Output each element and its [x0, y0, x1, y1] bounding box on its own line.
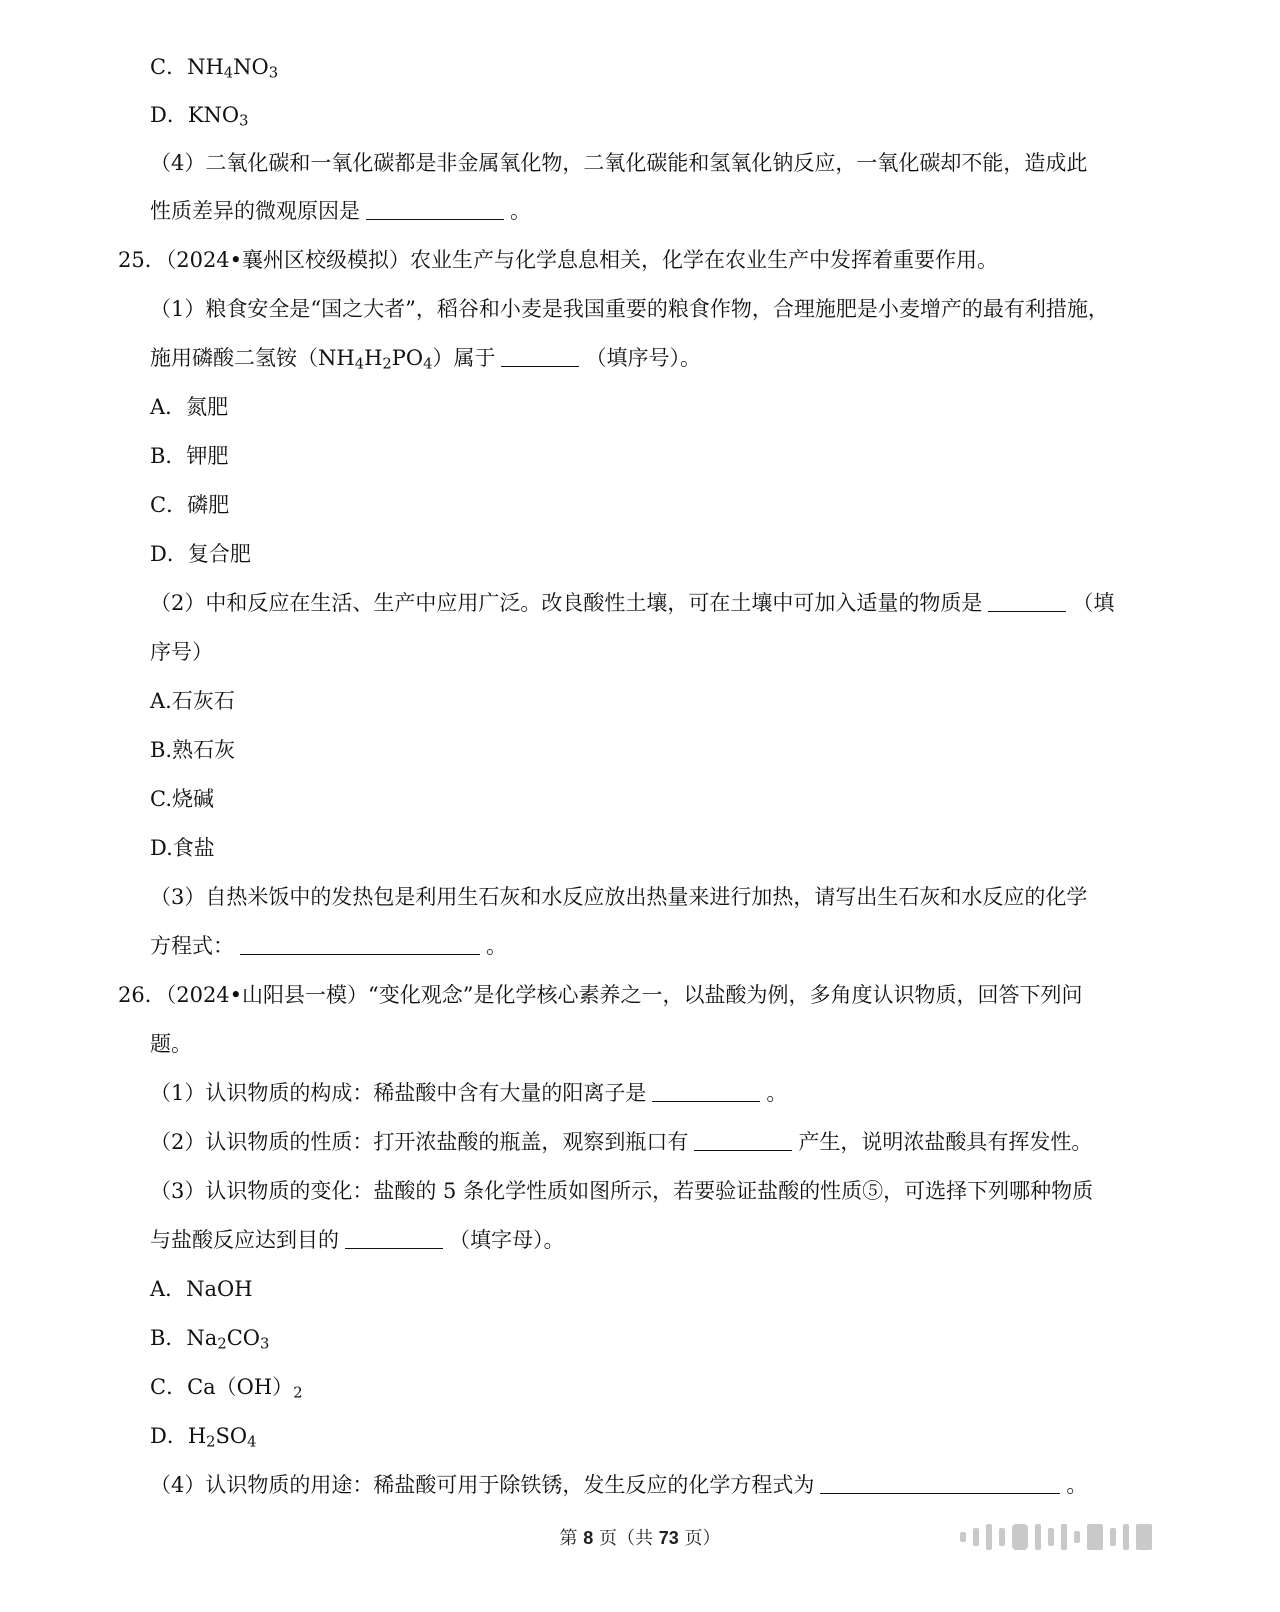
option-line: B．$Na_2CO_3$: [150, 1326, 270, 1353]
option-line: B．钾肥: [150, 444, 229, 468]
option-line: D．$H_2SO_4$: [150, 1424, 257, 1451]
question-text: 方程式： 。: [150, 934, 507, 958]
question-text: 性质差异的微观原因是 。: [150, 199, 531, 223]
watermark-bars-icon: [960, 1520, 1220, 1554]
answer-blank[interactable]: [240, 934, 480, 955]
option-line: D.食盐: [150, 836, 215, 860]
question-text: 题。: [150, 1032, 192, 1056]
option-line: C．$NH_4NO_3$: [150, 55, 279, 82]
question-text: （3）认识物质的变化：盐酸的 5 条化学性质如图所示，若要验证盐酸的性质⑤，可选择下列哪种物质: [150, 1179, 1094, 1203]
page-footer: 第 8 页（共 73 页）: [559, 1528, 721, 1549]
option-line: D．$KNO_3$: [150, 103, 249, 130]
answer-blank[interactable]: [988, 591, 1066, 612]
answer-blank[interactable]: [820, 1473, 1060, 1494]
question-text: 施用磷酸二氢铵$(NH_4H_2PO_4)$属于 （填序号）。: [150, 346, 701, 373]
question-heading: 26．（2024•山阳县一模）“变化观念”是化学核心素养之一，以盐酸为例，多角度认识物质，回答下列问: [118, 983, 1083, 1007]
answer-blank[interactable]: [366, 199, 504, 220]
question-text: （4）认识物质的用途：稀盐酸可用于除铁锈，发生反应的化学方程式为 。: [150, 1473, 1088, 1497]
question-text: 与盐酸反应达到目的 （填字母）。: [150, 1228, 565, 1252]
option-line: A．NaOH: [150, 1277, 253, 1301]
answer-blank[interactable]: [345, 1228, 443, 1249]
answer-blank[interactable]: [652, 1081, 760, 1102]
option-line: B.熟石灰: [150, 738, 236, 762]
option-line: A．氮肥: [150, 395, 229, 419]
question-text: （1）认识物质的构成：稀盐酸中含有大量的阳离子是 。: [150, 1081, 788, 1105]
option-line: A.石灰石: [150, 689, 235, 713]
question-heading: 25．（2024•襄州区校级模拟）农业生产与化学息息相关，化学在农业生产中发挥着重要作用。: [118, 248, 999, 272]
question-text: （2）认识物质的性质：打开浓盐酸的瓶盖，观察到瓶口有 产生，说明浓盐酸具有挥发性。: [150, 1130, 1093, 1154]
option-line: C.烧碱: [150, 787, 214, 811]
option-line: D．复合肥: [150, 542, 251, 566]
question-text: （1）粮食安全是“国之大者”，稻谷和小麦是我国重要的粮食作物，合理施肥是小麦增产的最有利措施，: [150, 297, 1109, 321]
question-text: （4）二氧化碳和一氧化碳都是非金属氧化物，二氧化碳能和氢氧化钠反应，一氧化碳却不能，造成此: [150, 151, 1088, 175]
option-line: C．$Ca(OH)_2$: [150, 1375, 303, 1402]
answer-blank[interactable]: [694, 1130, 792, 1151]
question-text: 序号）: [150, 640, 213, 664]
question-text: （2）中和反应在生活、生产中应用广泛。改良酸性土壤，可在土壤中可加入适量的物质是 （填: [150, 591, 1115, 615]
option-line: C．磷肥: [150, 493, 230, 517]
answer-blank[interactable]: [501, 346, 579, 367]
question-text: （3）自热米饭中的发热包是利用生石灰和水反应放出热量来进行加热，请写出生石灰和水反应的化学: [150, 885, 1088, 909]
